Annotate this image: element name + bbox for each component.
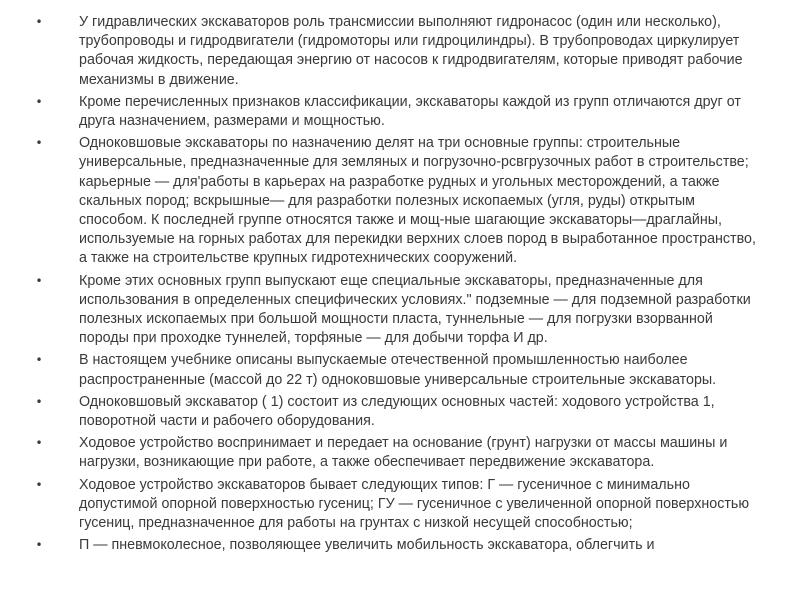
paragraph-text: Ходовое устройство воспринимает и передает на основание (грунт) нагрузки от массы машины и нагрузки, возникающие при работе, а также обеспечивает передвижение экскаватора. <box>79 435 728 471</box>
bullet-icon: • <box>35 15 43 29</box>
bullet-icon: • <box>35 94 43 109</box>
list-item <box>0 134 800 268</box>
list-item <box>0 434 800 472</box>
paragraph-text: Одноковшовый экскаватор ( 1) состоит из следующих основных частей: ходового устройства 1, поворотной части и рабочего оборудования. <box>79 393 715 430</box>
bullet-list <box>0 13 800 558</box>
bullet-icon: • <box>35 538 43 553</box>
bullet-icon: • <box>35 136 43 151</box>
paragraph-text: Кроме перечисленных признаков классификации, экскаваторы каждой из групп отличаются друг от друга назначением, размерами и мощностью. <box>79 93 741 130</box>
list-item <box>0 476 800 534</box>
paragraph-text: Ходовое устройство экскаваторов бывает следующих типов: Г — гусеничное с минимально допустимой опорной поверхностью гусениц; ГУ — гусеничное с увеличенной опорной поверхностью гусениц, предназначенное для работы на грунтах с низкой несущей способностью; <box>79 476 750 532</box>
paragraph-text: Кроме этих основных групп выпускают еще специальные экскаваторы, предназначенные для использования в определенных специфических условиях." подземные — для подземной разработки полезных ископаемых при большой мощности пласта, туннельные — для погрузки взорванной породы при проходке туннелей, торфяные — для добычи торфа И др. <box>79 272 751 347</box>
list-item <box>0 351 800 389</box>
list-item <box>0 536 800 555</box>
list-item <box>0 93 800 131</box>
paragraph-text: П — пневмоколесное, позволяющее увеличить мобильность экскаватора, облегчить и <box>79 537 655 554</box>
paragraph-text: Одноковшовые экскаваторы по назначению делят на три основные группы: строительные универсальные, предназначенные для земляных и погрузочно-рсвгрузочных работ в строительстве; карьерные — для'работы в карьерах на разработке рудных и угольных месторождений, а также скальных пород; вскрышные— для разработки полезных ископаемых (угля, руды) открытым способом. К последней группе относятся также и мощ-ные шагающие экскаваторы—драглайны, используемые на горных работах для перекидки верхних слоев пород в выработанное пространство, а также на строительстве крупных гидротехнических сооружений. <box>79 135 756 267</box>
list-item <box>0 272 800 349</box>
bullet-icon: • <box>35 394 43 409</box>
paragraph-text: У гидравлических экскаваторов роль трансмиссии выполняют гидронасос (один или несколько), трубопроводы и гидродвигатели (гидромоторы или гидроцилиндры). В трубопроводах циркулирует рабочая жидкость, передающая энергию от насосов к гидродвигателям, которые приводят рабочие механизмы в движение. <box>79 14 743 88</box>
paragraph-text: В настоящем учебнике описаны выпускаемые отечественной промышленностью наиболее распространенные (массой до 22 т) одноковшовые универсальные строительные экскаваторы. <box>79 352 717 388</box>
list-item <box>0 393 800 431</box>
bullet-icon: • <box>35 273 43 288</box>
bullet-icon: • <box>35 353 43 368</box>
bullet-icon: • <box>35 477 43 492</box>
list-item <box>0 13 800 90</box>
bullet-icon: • <box>35 436 43 451</box>
